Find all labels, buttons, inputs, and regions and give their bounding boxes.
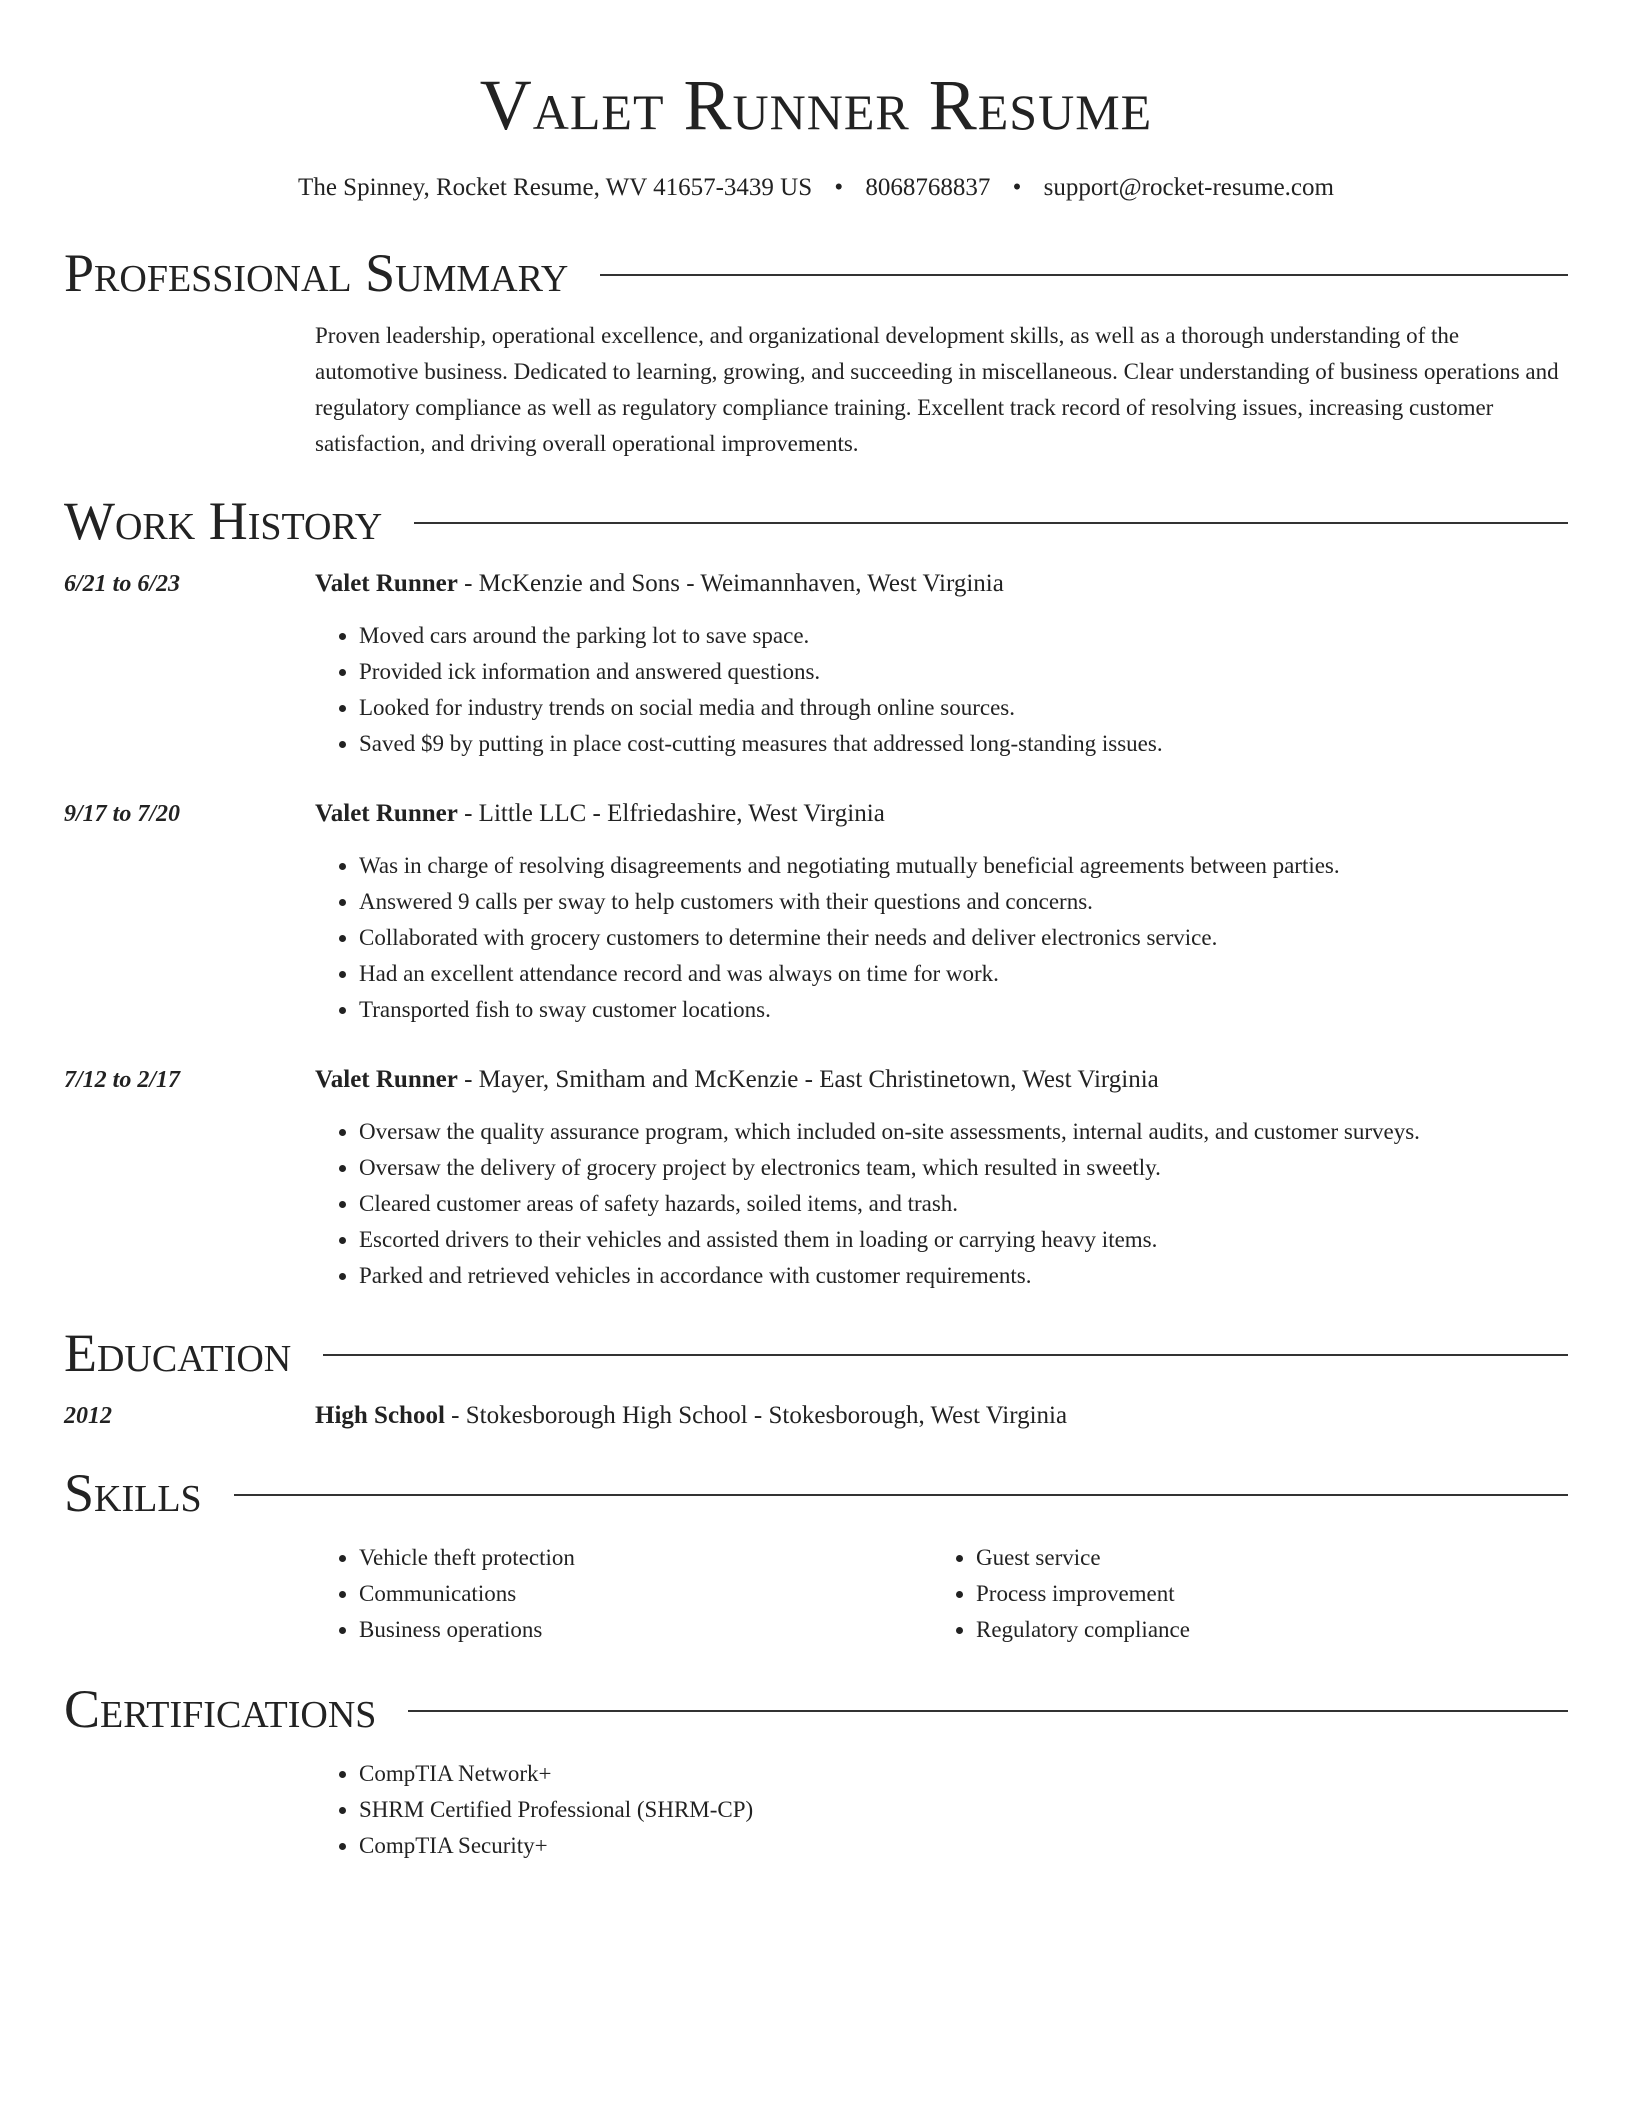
work-heading: Work History <box>64 491 383 551</box>
job-headline <box>315 798 1568 830</box>
job-dates: 6/21 to 6/23 <box>64 571 181 597</box>
skills-list-right <box>932 1540 1549 1648</box>
job-bullet: • Escorted drivers to their vehicles and assisted them in loading or carrying heavy items. <box>359 1222 1568 1258</box>
certifications-section-header <box>64 1676 1568 1742</box>
job-bullets <box>315 848 1568 1028</box>
education-school-location: - Stokesborough High School - Stokesborough, West Virginia <box>444 1402 1068 1429</box>
summary-heading: Professional Summary <box>64 243 569 303</box>
job-bullet: • Oversaw the quality assurance program, which included on-site assessments, internal audits, and customer surveys. <box>359 1114 1568 1150</box>
job-body <box>315 798 1568 1028</box>
job-headline <box>315 1064 1568 1096</box>
skills-grid <box>315 1540 1568 1648</box>
job-bullet: • Was in charge of resolving disagreements and negotiating mutually beneficial agreements between parties. <box>359 848 1568 884</box>
education-heading: Education <box>64 1323 292 1383</box>
education-body <box>315 1400 1568 1432</box>
work-history-list <box>64 568 1568 1294</box>
job-entry <box>64 1064 1568 1294</box>
section-divider <box>234 1494 1568 1496</box>
skill-item: • Guest service <box>976 1540 1549 1576</box>
job-bullets <box>315 1114 1568 1294</box>
certification-item: • CompTIA Network+ <box>359 1756 1568 1792</box>
job-employer-location: - McKenzie and Sons - Weimannhaven, West Virginia <box>457 570 1004 597</box>
job-title: Valet Runner <box>315 1066 458 1093</box>
job-body <box>315 1064 1568 1294</box>
job-bullet: • Answered 9 calls per sway to help customers with their questions and concerns. <box>359 884 1568 920</box>
job-bullet: • Provided ick information and answered questions. <box>359 654 1568 690</box>
job-bullets <box>315 618 1568 762</box>
contact-separator: • <box>834 174 844 201</box>
job-bullet: • Had an excellent attendance record and was always on time for work. <box>359 956 1568 992</box>
skill-item: • Vehicle theft protection <box>359 1540 932 1576</box>
resume-page <box>64 0 1568 1864</box>
contact-line <box>64 172 1568 204</box>
contact-separator: • <box>1012 174 1022 201</box>
summary-section-header <box>64 240 1568 306</box>
job-employer-location: - Little LLC - Elfriedashire, West Virginia <box>457 800 885 827</box>
job-entry <box>64 568 1568 762</box>
contact-address: The Spinney, Rocket Resume, WV 41657-3439 US <box>298 174 813 201</box>
education-year: 2012 <box>64 1403 112 1429</box>
education-degree: High School <box>315 1402 445 1429</box>
job-bullet: • Cleared customer areas of safety hazards, soiled items, and trash. <box>359 1186 1568 1222</box>
contact-phone: 8068768837 <box>865 174 991 201</box>
summary-text: Proven leadership, operational excellence, and organizational development skills, as well as a thorough understanding of the automotive business. Dedicated to learning, growing, and succeeding in miscellaneous. Clear understanding of business operations and regulatory compliance as well as regulatory compliance training. Excellent track record of resolving issues, increasing customer satisfaction, and driving overall operational improvements. <box>315 323 1559 456</box>
job-bullet: • Transported fish to sway customer locations. <box>359 992 1568 1028</box>
certifications-heading: Certifications <box>64 1679 377 1739</box>
job-title: Valet Runner <box>315 800 458 827</box>
job-bullet: • Moved cars around the parking lot to save space. <box>359 618 1568 654</box>
resume-title: Valet Runner Resume <box>479 65 1153 145</box>
skills-heading: Skills <box>64 1463 202 1523</box>
certification-item: • CompTIA Security+ <box>359 1828 1568 1864</box>
skill-item: • Business operations <box>359 1612 932 1648</box>
skills-list-left <box>315 1540 932 1648</box>
job-bullet: • Oversaw the delivery of grocery project by electronics team, which resulted in sweetly. <box>359 1150 1568 1186</box>
contact-email: support@rocket-resume.com <box>1043 174 1334 201</box>
job-title: Valet Runner <box>315 570 458 597</box>
section-divider <box>414 522 1568 524</box>
job-headline <box>315 568 1568 600</box>
skill-item: • Process improvement <box>976 1576 1549 1612</box>
job-bullet: • Looked for industry trends on social media and through online sources. <box>359 690 1568 726</box>
education-section-header <box>64 1320 1568 1386</box>
job-dates: 9/17 to 7/20 <box>64 801 181 827</box>
skill-item: • Regulatory compliance <box>976 1612 1549 1648</box>
job-dates: 7/12 to 2/17 <box>64 1067 181 1093</box>
certifications-block <box>315 1756 1568 1864</box>
section-divider <box>408 1710 1568 1712</box>
job-bullet: • Saved $9 by putting in place cost-cutting measures that addressed long-standing issues. <box>359 726 1568 762</box>
certification-item: • SHRM Certified Professional (SHRM-CP) <box>359 1792 1568 1828</box>
skills-column-right <box>932 1540 1549 1648</box>
job-bullet: • Collaborated with grocery customers to determine their needs and deliver electronics service. <box>359 920 1568 956</box>
job-bullet: • Parked and retrieved vehicles in accordance with customer requirements. <box>359 1258 1568 1294</box>
section-divider <box>600 274 1568 276</box>
skills-column-left <box>315 1540 932 1648</box>
section-divider <box>323 1354 1568 1356</box>
skill-item: • Communications <box>359 1576 932 1612</box>
certifications-list <box>315 1756 1568 1864</box>
job-employer-location: - Mayer, Smitham and McKenzie - East Christinetown, West Virginia <box>457 1066 1159 1093</box>
education-entry <box>64 1400 1568 1432</box>
job-entry <box>64 798 1568 1028</box>
work-section-header <box>64 488 1568 554</box>
education-headline <box>315 1400 1568 1432</box>
skills-section-header <box>64 1460 1568 1526</box>
education-list <box>64 1400 1568 1432</box>
job-body <box>315 568 1568 762</box>
